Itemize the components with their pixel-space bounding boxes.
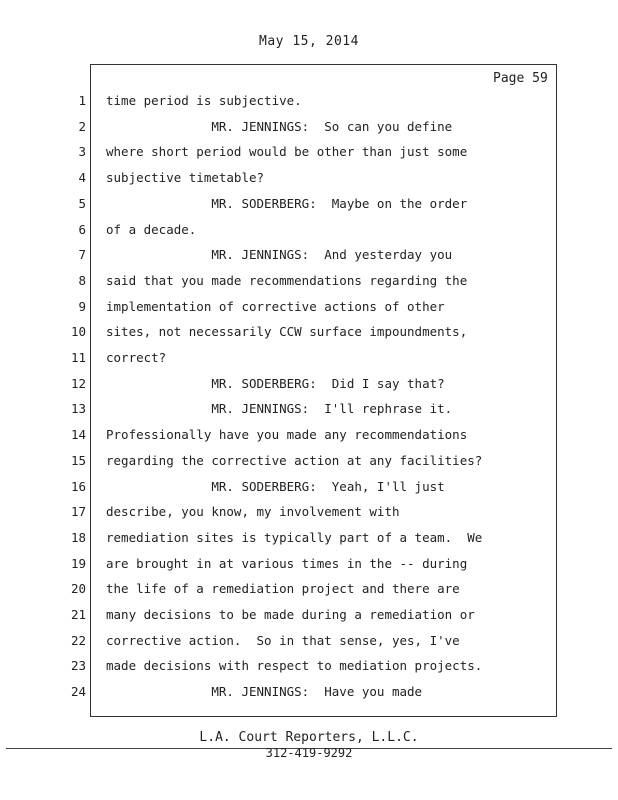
line-text: implementation of corrective actions of other (106, 298, 445, 314)
line-text: MR. SODERBERG: Did I say that? (106, 375, 445, 391)
line-number: 24 (70, 684, 86, 700)
transcript-line (0, 114, 618, 140)
line-number: 13 (70, 401, 86, 417)
transcript-line (0, 396, 618, 422)
line-text: MR. JENNINGS: Have you made (106, 684, 423, 700)
footer-phone: 312-419-9292 (265, 746, 353, 760)
line-number: 23 (70, 658, 86, 674)
line-text: the life of a remediation project and there are (106, 581, 460, 597)
line-number: 1 (78, 93, 86, 108)
transcript-line (0, 448, 618, 474)
line-number: 15 (70, 452, 86, 468)
line-number: 11 (70, 350, 86, 365)
footer-company: L.A. Court Reporters, L.L.C. (199, 730, 419, 745)
transcript-line (0, 345, 618, 371)
line-text: MR. SODERBERG: Yeah, I'll just (106, 478, 445, 494)
line-number: 22 (70, 632, 86, 648)
line-text: MR. SODERBERG: Maybe on the order (106, 195, 468, 211)
transcript-line (0, 371, 618, 397)
line-number: 21 (70, 607, 86, 622)
line-text: sites, not necessarily CCW surface impoundments, (106, 324, 468, 340)
line-text: regarding the corrective action at any facilities? (106, 452, 483, 468)
transcript-line (0, 268, 618, 294)
transcript-line (0, 139, 618, 165)
line-number: 7 (78, 247, 86, 263)
line-text: are brought in at various times in the -- during (106, 555, 468, 571)
line-number: 2 (78, 118, 86, 134)
transcript-date: May 15, 2014 (259, 34, 359, 49)
line-text: time period is subjective. (106, 93, 302, 108)
transcript-line (0, 294, 618, 320)
transcript-line (0, 242, 618, 268)
transcript-line (0, 525, 618, 551)
line-number: 6 (78, 221, 86, 237)
line-number: 14 (70, 427, 86, 443)
transcript-line (0, 576, 618, 602)
transcript-line (0, 551, 618, 577)
line-text: of a decade. (106, 221, 197, 237)
transcript-line (0, 88, 618, 114)
line-number: 19 (70, 555, 86, 571)
transcript-line (0, 474, 618, 500)
line-text: Professionally have you made any recommendations (106, 427, 468, 443)
line-number: 16 (70, 478, 86, 494)
line-number: 4 (78, 170, 86, 186)
transcript-line (0, 422, 618, 448)
line-text: MR. JENNINGS: I'll rephrase it. (106, 401, 453, 417)
line-text: describe, you know, my involvement with (106, 504, 400, 520)
line-number: 12 (70, 375, 86, 391)
line-text: correct? (106, 350, 167, 365)
line-number: 9 (78, 298, 86, 314)
line-number: 20 (70, 581, 86, 597)
transcript-line (0, 602, 618, 628)
line-text: remediation sites is typically part of a team. We (106, 529, 483, 545)
transcript-line (0, 628, 618, 654)
transcript-line (0, 319, 618, 345)
transcript-line (0, 217, 618, 243)
line-number: 3 (78, 144, 86, 160)
transcript-line (0, 191, 618, 217)
line-text: said that you made recommendations regarding the (106, 272, 468, 288)
page-number: Page 59 (493, 71, 548, 86)
line-text: MR. JENNINGS: And yesterday you (106, 247, 453, 263)
line-text: MR. JENNINGS: So can you define (106, 118, 453, 134)
line-text: corrective action. So in that sense, yes, I've (106, 632, 460, 648)
line-number: 5 (78, 195, 86, 211)
transcript-line (0, 679, 618, 705)
line-number: 8 (78, 272, 86, 288)
transcript-line (0, 653, 618, 679)
line-number: 18 (70, 529, 86, 545)
line-text: where short period would be other than just some (106, 144, 468, 160)
line-number: 10 (70, 324, 86, 340)
line-number: 17 (70, 504, 86, 520)
line-text: made decisions with respect to mediation projects. (106, 658, 483, 674)
transcript-line (0, 165, 618, 191)
line-text: many decisions to be made during a remediation or (106, 607, 475, 622)
line-text: subjective timetable? (106, 170, 265, 186)
transcript-line (0, 499, 618, 525)
